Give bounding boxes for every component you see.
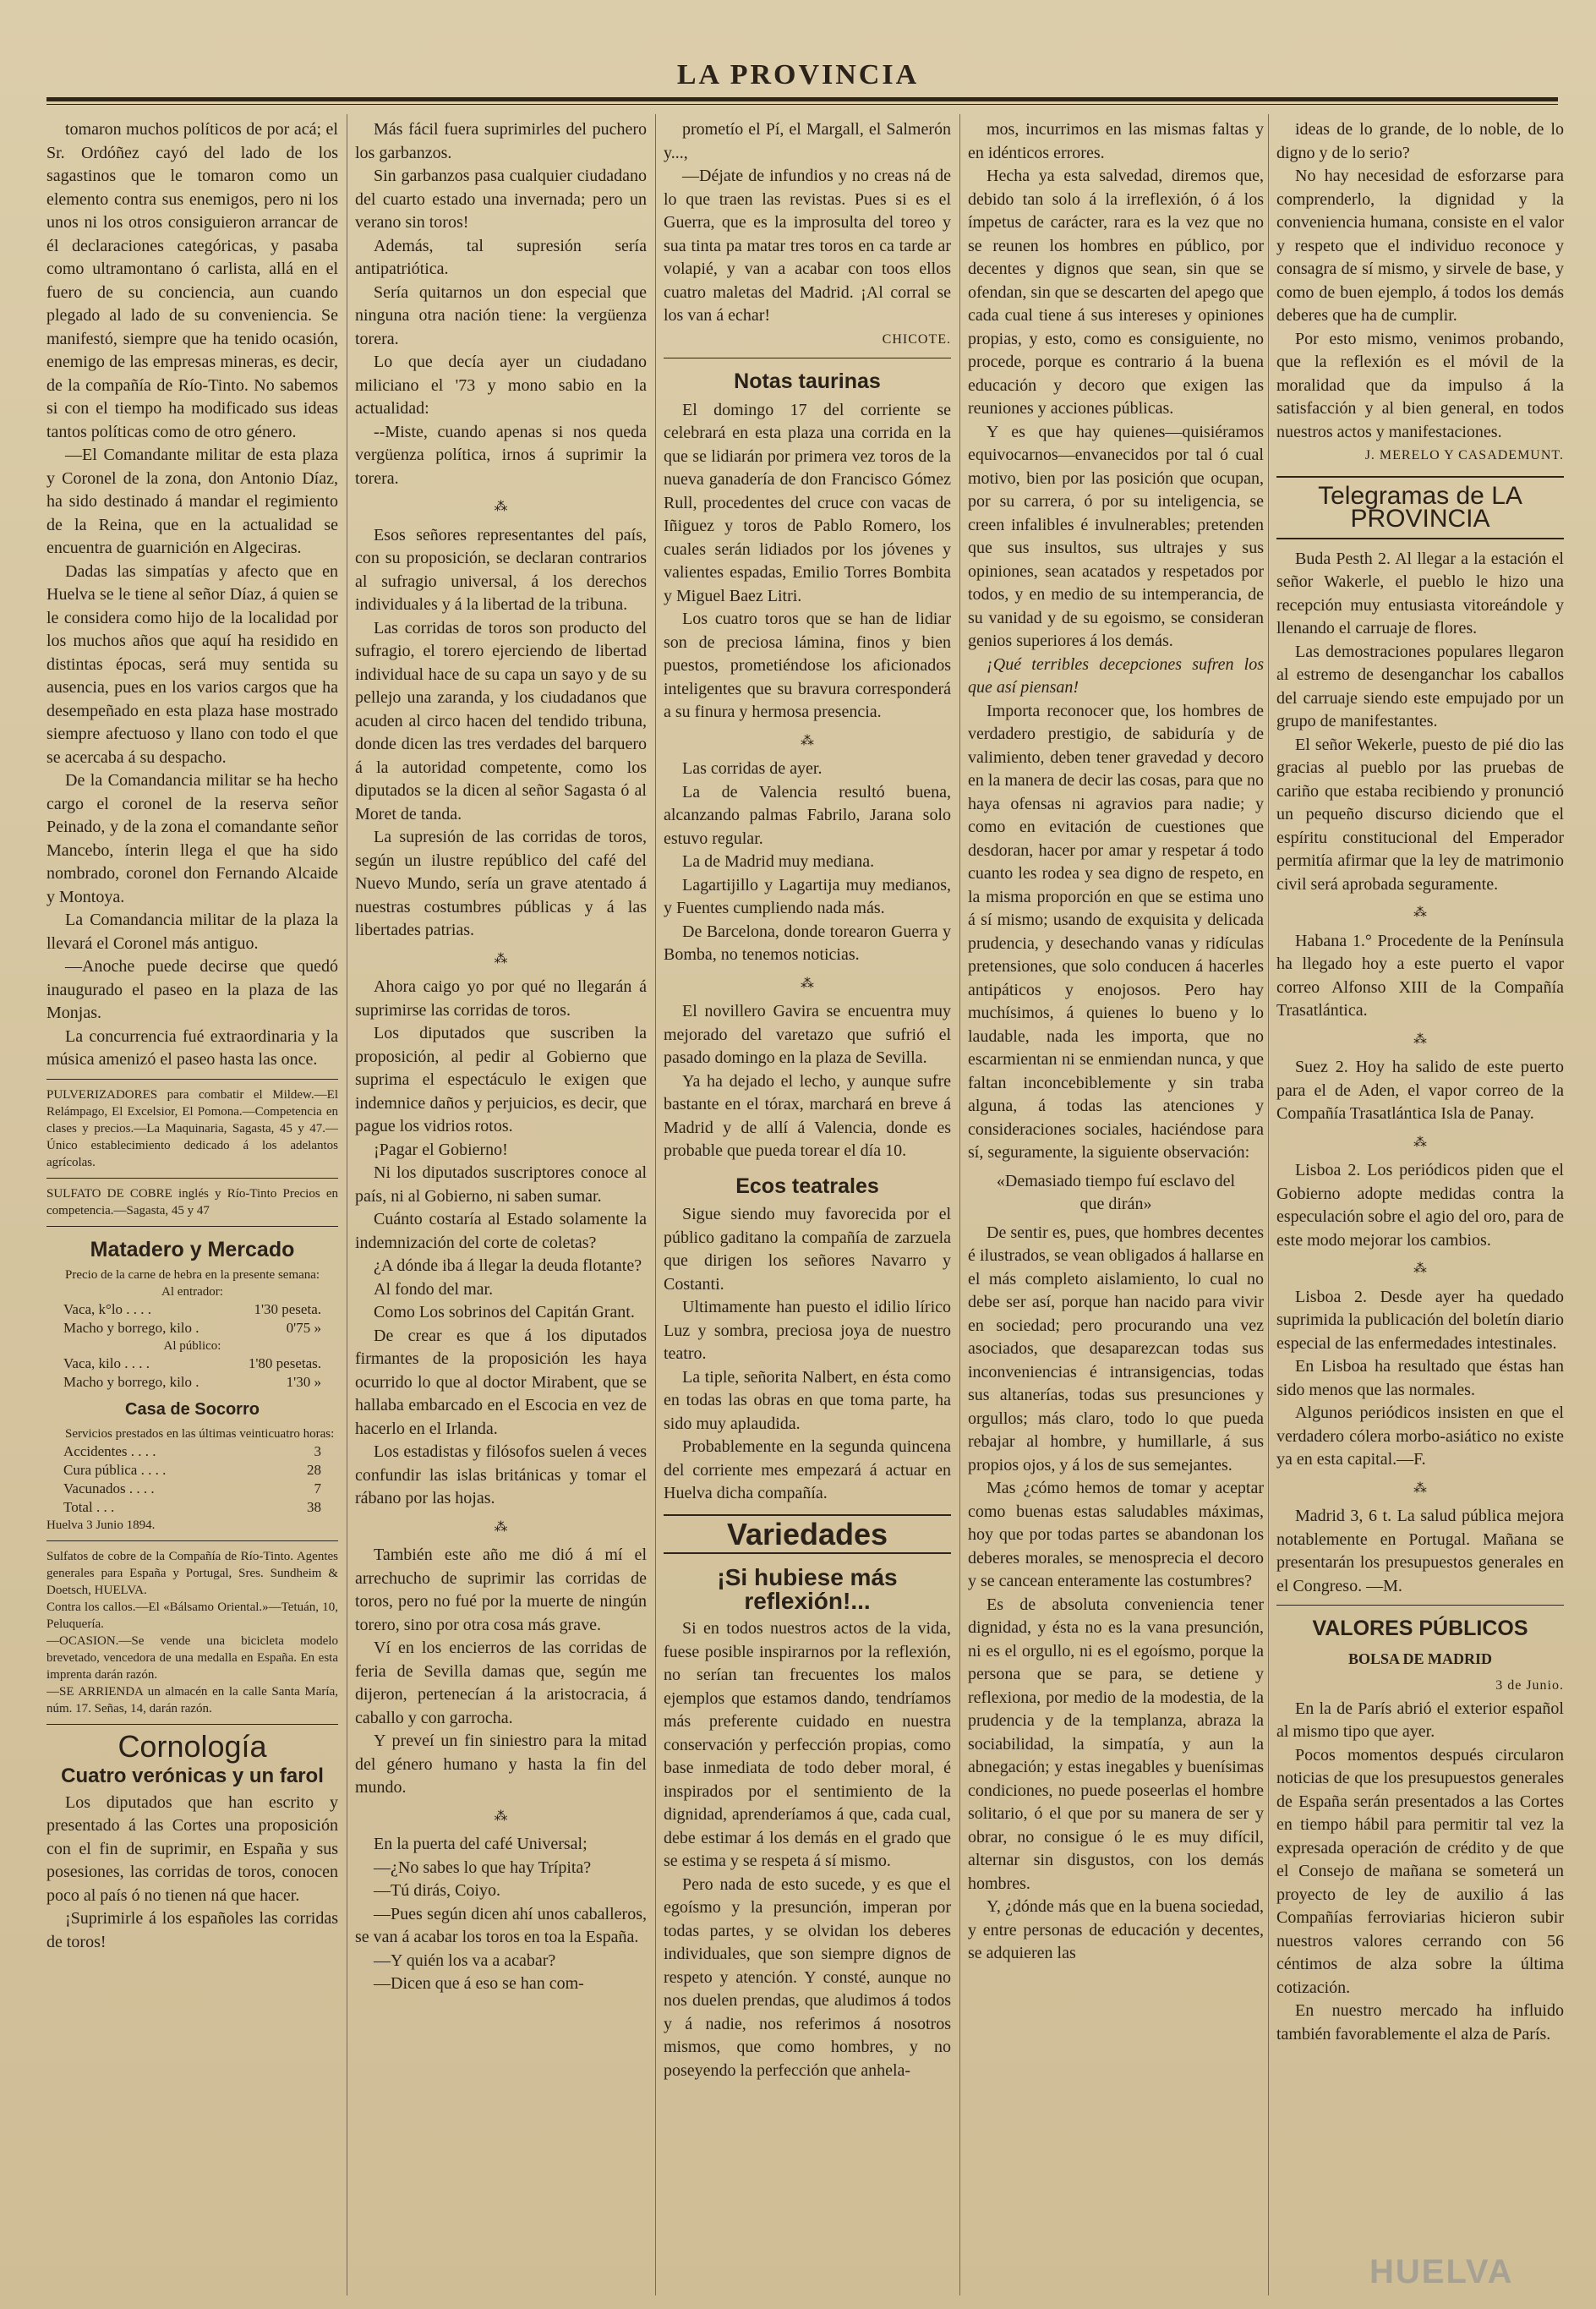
paragraph: Lisboa 2. Desde ayer ha quedado suprimida la publicación del boletín diario especial de las enfermedades intestinales.	[1276, 1287, 1564, 1353]
paragraph: —¿No sabes lo que hay Trípita?	[374, 1858, 592, 1877]
paragraph: Mas ¿cómo hemos de tomar y aceptar como buenas estas saludables máximas, hoy que por todas partes se abandonan los deberes morales, se menosprecia el decoro y se cancean enteramente las costumbres?	[968, 1479, 1264, 1590]
paragraph: Dadas las simpatías y afecto que en Huelva se le tiene al señor Díaz, á quien se le considera como hijo de la localidad por los muchos años que aquí ha residido en distintas épocas, será muy sentida su ausencia, pues en los varios cargos que ha desempeñado en esta plaza hase mostrado siempre afectuoso y llano con todo el que se acercaba á su despacho.	[46, 561, 338, 767]
paragraph: Algunos periódicos insisten en que el verdadero cólera morbo-asiático no existe ya en esta capital.—F.	[1276, 1403, 1564, 1469]
paragraph: —Y quién los va a acabar?	[374, 1951, 556, 1970]
masthead: LA PROVINCIA	[676, 59, 920, 90]
ad-sulfatos-rio-tinto: Sulfatos de cobre de la Compañía de Río-Tinto. Agentes generales para España y Portugal, Sres. Sundheim & Doetsch, HUELVA.	[46, 1549, 338, 1597]
paragraph: El novillero Gavira se encuentra muy mejorado del varetazo que sufrió el pasado domingo en la plaza de Sevilla.	[664, 1002, 951, 1067]
paragraph: Ni los diputados suscriptores conoce al país, ni al Gobierno, ni saben sumar.	[355, 1163, 647, 1206]
paragraph: Esos señores representantes del país, con su proposición, se declaran contrarios al sufragio universal, á los derechos individuales y á la libertad de la tribuna.	[355, 525, 647, 614]
ad-arriendo: —SE ARRIENDA un almacén en la calle Santa María, núm. 17. Señas, 14, darán razón.	[46, 1684, 338, 1715]
paragraph: Sigue siendo muy favorecida por el público gaditano la compañía de zarzuela que dirigen los señores Navarro y Costanti.	[664, 1205, 951, 1294]
column-divider	[959, 114, 960, 2295]
paragraph: Por esto mismo, venimos probando, que la reflexión es el móvil de la moralidad que da impulso á la satisfacción y al bien general, en todos nuestros actos y manifestaciones.	[1276, 329, 1564, 441]
paragraph: Sería quitarnos un don especial que ninguna otra nación tiene: la vergüenza torera.	[355, 282, 647, 348]
cornologia-heading: Cornología	[118, 1728, 267, 1764]
telegramas-heading: Telegramas de LA PROVINCIA	[1276, 476, 1564, 539]
asterism: ⁂	[1413, 1261, 1427, 1276]
paragraph: Habana 1.° Procedente de la Península ha llegado hoy a este puerto el vapor correo Alfonso XIII de la Compañía Trasatlántica.	[1276, 931, 1564, 1020]
separator	[46, 1226, 338, 1227]
paragraph: Sin garbanzos pasa cualquier ciudadano del cuarto estado una invernada; pero un verano sin toros!	[355, 167, 647, 232]
separator	[46, 1724, 338, 1725]
paragraph: ¿A dónde iba á llegar la deuda flotante?	[374, 1256, 642, 1275]
paragraph: Ví en los encierros de las corridas de feria de Sevilla damas que, según me dijeron, pertenecían á la aristocracia, á caballo y con garrocha.	[355, 1639, 647, 1727]
paragraph: Es de absoluta conveniencia tener dignidad, y ésta no es la vana presunción, ni es el orgullo, ni es el egoísmo, porque la persona que se para, se detiene y reflexiona, por medio de la modestia, de la prudencia y de la templanza, abraza la sociabilidad, la simpatía, y aun la abnegación; y estas inegables y buenísimas condiciones, no puede poseerlas el hombre solitario, ó el que por su manera de ser y obrar, no consigue ó le es muy difícil, alternar sin disgustos, con los demás hombres.	[968, 1595, 1264, 1893]
paragraph: La de Valencia resultó buena, alcanzando palmas Fabrilo, Jarana solo estuvo regular.	[664, 782, 951, 848]
socorro-total: Total . . . 38	[63, 1498, 321, 1515]
watermark: HUELVA	[1369, 2253, 1514, 2290]
separator	[46, 1079, 338, 1080]
separator	[1276, 1605, 1564, 1606]
paragraph: —Déjate de infundios y no creas ná de lo que traen las revistas. Pues si es el Guerra, que es la improsulta del toreo y sua tinta pa matar tres toros en ca tarde ar volapié, y van a acabar con toos ellos cuatro maletas del Madrid. ¡Al corral se los van á echar!	[664, 167, 951, 325]
paragraph: prometío el Pí, el Margall, el Salmerón y...,	[664, 120, 951, 162]
paragraph: mos, incurrimos en las mismas faltas y en idénticos errores.	[968, 120, 1264, 162]
paragraph: --Miste, cuando apenas si nos queda vergüenza política, irnos á suprimir la torera.	[355, 422, 647, 488]
paragraph: Ya ha dejado el lecho, y aunque sufre bastante en el tórax, marchará en breve á Madrid y de allí á Valencia, donde es probable que pueda torear el día 10.	[664, 1071, 951, 1160]
paragraph: De sentir es, pues, que hombres decentes é ilustrados, se vean obligados á hallarse en el más completo aislamiento, lo cual no debe ser así, porque han nacido para vivir en sociedad; pero procurando una vez asociados, que desaparezcan todas sus inconveniencias é intransigencias, todas sus altanerías, todas sus presunciones y orgullos; más claro, todo lo que pueda rebajar al hombre, y humillarle, á sus propios ojos, y á los de sus semejantes.	[968, 1223, 1264, 1475]
bolsa-heading: BOLSA DE MADRID	[1347, 1650, 1493, 1667]
price-row: Macho y borrego, kilo . 1'30 »	[63, 1374, 321, 1390]
price-row: Vaca, kilo . . . . 1'80 pesetas.	[63, 1355, 321, 1371]
paragraph: Si en todos nuestros actos de la vida, fuese posible inspirarnos por la reflexión, no serían tan frecuentes los malos ejemplos que estamos dando, tendríamos más preferente cuidado en nuestra conservación y perfección propias, como base inmediata de todo deber moral, é inspirados por el sentimiento de la dignidad, aprenderíamos á que, cada cual, debe estimar á los demás en el grado que se estima y se respeta á sí mismo.	[664, 1619, 951, 1870]
paragraph: —Anoche puede decirse que quedó inaugurado el paseo en la plaza de las Monjas.	[46, 957, 338, 1022]
socorro-row: Accidentes . . . . 3	[63, 1442, 321, 1459]
reflexion-heading: ¡Si hubiese más reflexión!...	[717, 1564, 898, 1614]
separator	[46, 1540, 338, 1541]
signature: CHICOTE.	[882, 331, 951, 347]
socorro-heading: Casa de Socorro	[125, 1400, 260, 1419]
asterism: ⁂	[801, 733, 814, 748]
paragraph: Probablemente en la segunda quincena del corriente mes empezará á actuar en Huelva dicha compañía.	[664, 1437, 951, 1502]
date-line: Huelva 3 Junio 1894.	[46, 1518, 156, 1532]
asterism: ⁂	[1413, 906, 1427, 920]
asterism: ⁂	[494, 1808, 508, 1824]
paragraph: Importa reconocer que, los hombres de verdadero prestigio, de sabiduría y de valimiento, deben tener gravedad y decoro en la manera de decir las cosas, para que no haya ofensas ni agravios para nadie; y como en evitación de cuestiones que desdoran, hacer por amar y respetar á todo cuanto les rodea y sea digno de respeto, en la misma proporción en que se estima uno á sí mismo; usando de exquisita y delicada prudencia, y desechando vanas y ridículas pretensiones, que solo conducen á hacerles antipáticos y enojosos. Pero hay muchísimos, á quienes lo bueno y lo laudable, nada les importa, que no escarmientan ni se enmiendan nunca, y que faltan inconcebiblemente y sin traba alguna, á todas las atenciones y consideraciones sociales, haciéndose para sí, seguramente, la siguiente observación:	[968, 701, 1264, 1162]
asterism: ⁂	[1413, 1031, 1427, 1047]
socorro-row: Vacunados . . . . 7	[63, 1480, 321, 1496]
paragraph: Y preveí un fin siniestro para la mitad del género humano y hasta la fin del mundo.	[355, 1732, 647, 1797]
paragraph: La de Madrid muy mediana.	[682, 852, 875, 871]
paragraph: Ahora caigo yo por qué no llegarán á suprimirse las corridas de toros.	[355, 977, 647, 1020]
column-2	[355, 118, 647, 2291]
socorro-intro: Servicios prestados en las últimas veinticuatro horas:	[65, 1426, 335, 1441]
asterism: ⁂	[494, 951, 508, 966]
paragraph: Las demostraciones populares llegaron al estremo de desenganchar los caballos del carruaje siendo este empujado por un grupo de manifestantes.	[1276, 642, 1564, 730]
matadero-heading: Matadero y Mercado	[90, 1237, 295, 1261]
masthead-rule-thin	[46, 104, 1558, 105]
paragraph: ¡Suprimirle á los españoles las corridas de toros!	[46, 1909, 338, 1951]
bolsa-date: 3 de Junio.	[1495, 1678, 1564, 1693]
asterism: ⁂	[801, 976, 814, 991]
asterism: ⁂	[1413, 1480, 1427, 1496]
paragraph: Los estadistas y filósofos suelen á veces confundir las islas británicas y tomar el rábano por las hojas.	[355, 1442, 647, 1507]
valores-heading: VALORES PÚBLICOS	[1312, 1617, 1528, 1640]
paragraph: De crear es que á los diputados firmantes de la proposición les haya ocurrido lo que al doctor Mirabent, que se hallaba embarcado en el Escocia en vez de hacerlo en el Irlanda.	[355, 1326, 647, 1438]
paragraph: Al fondo del mar.	[374, 1279, 494, 1299]
paragraph: Pero nada de esto sucede, y es que el egoísmo y la presunción, imperan por todas partes, y se olvidan los deberes individuales, que son siempre dignos de respeto y atención. Y consté, aunque no nos duelen prendas, que aludimos á todos y á nadie, nos referimos á nosotros mismos, que como hombres, y no poseyendo la perfección que anhela-	[664, 1874, 951, 2080]
signature: J. MERELO Y CASADEMUNT.	[1364, 448, 1564, 462]
paragraph: En Lisboa ha resultado que éstas han sido menos que las normales.	[1276, 1357, 1564, 1399]
paragraph: Lagartijillo y Lagartija muy medianos, y Fuentes cumpliendo nada más.	[664, 875, 951, 917]
paragraph: Las corridas de toros son producto del sufragio, el torero ejerciendo de libertad individual hace de su capa un sayo y de su pellejo una zaranda, y los ciudadanos que acuden al circo hacen del tendido tribuna, donde dicen las tres verdades del barquero á la autoridad competente, como los diputados se la dicen al señor Sagasta ó al Moret de tanda.	[355, 618, 647, 823]
notas-taurinas-heading: Notas taurinas	[734, 369, 881, 393]
paragraph: Y es que hay quienes—quisiéramos equivocarnos—envanecidos por tal ó cual motivo, bien por las posición que ocupan, por su carrera, ó por su inteligencia, se creen infalibles é invulnerables; pretenden que sus insultos, sus ultrajes y sus opiniones, sean acatados y respetados por todos, y en medio de su intemperancia, de su vanidad y de su egoismo, se consideran genios superiores á los demás.	[968, 422, 1264, 650]
paragraph: En la de París abrió el exterior español al mismo tipo que ayer.	[1276, 1699, 1564, 1741]
matadero-intro: Precio de la carne de hebra en la presente semana:	[65, 1268, 320, 1282]
paragraph: ¡Pagar el Gobierno!	[374, 1140, 508, 1159]
paragraph: Ultimamente han puesto el idilio lírico Luz y sombra, preciosa joya de nuestro teatro.	[664, 1298, 951, 1363]
column-3	[664, 118, 951, 2291]
paragraph: Más fácil fuera suprimirles del puchero los garbanzos.	[355, 120, 647, 162]
paragraph: Y, ¿dónde más que en la buena sociedad, y entre personas de educación y decentes, se adquieren las	[968, 1897, 1264, 1962]
paragraph: ideas de lo grande, de lo noble, de lo digno y de lo serio?	[1276, 120, 1564, 162]
paragraph: Además, tal supresión sería antipatriótica.	[355, 236, 647, 278]
paragraph: Los cuatro toros que se han de lidiar son de preciosa lámina, finos y bien puestos, prometiéndose los aficionados inteligentes que su bravura corresponderá a su finura y hermosa presencia.	[664, 610, 951, 721]
variedades-heading: Variedades	[664, 1514, 951, 1555]
separator	[46, 1178, 338, 1179]
paragraph: Los diputados que han escrito y presentado á las Cortes una proposición con el fin de suprimir, en España y sus posesiones, las corridas de toros, conocen poco al país ó no tienen ná que hacer.	[46, 1792, 338, 1905]
paragraph: Como Los sobrinos del Capitán Grant.	[374, 1303, 635, 1321]
ad-pulverizadores: PULVERIZADORES para combatir el Mildew.—El Relámpago, El Excelsior, El Pomona.—Competencia en clases y precios.—La Maquinaria, Sagasta, 45 y 47.—Único establecimiento dedicado á los adelantos agrícolas.	[46, 1087, 338, 1169]
paragraph: También este año me dió á mí el arrechucho de suprimir las corridas de toros, pero no fué por la muerte de ningún torero, sino por otra cosa más grave.	[355, 1546, 647, 1634]
asterism: ⁂	[1413, 1135, 1427, 1150]
paragraph: Suez 2. Hoy ha salido de este puerto para el de Aden, el vapor correo de la Compañía Trasatlántica Isla de Panay.	[1276, 1058, 1564, 1123]
masthead-rule	[46, 97, 1558, 101]
column-1	[46, 118, 338, 2291]
paragraph: —Dicen que á eso se han com-	[374, 1974, 584, 1993]
paragraph: De Barcelona, donde torearon Guerra y Bomba, no tenemos noticias.	[664, 922, 951, 964]
paragraph: De la Comandancia militar se ha hecho cargo el coronel de la reserva señor Peinado, y de la zona el comandante señor Mancebo, ínterin llega el que ha sido nombrado, coronel don Fernando Alcaide y Montoya.	[46, 771, 338, 906]
paragraph: Lisboa 2. Los periódicos piden que el Gobierno adopte medidas contra la especulación sobre el agio del oro, para de este modo mejorar los cambios.	[1276, 1161, 1564, 1250]
paragraph: ¡Qué terribles decepciones sufren los que así piensan!	[968, 654, 1264, 697]
al-publico-label: Al público:	[163, 1339, 221, 1353]
ecos-teatrales-heading: Ecos teatrales	[735, 1174, 879, 1198]
column-divider	[655, 114, 656, 2295]
paragraph: El domingo 17 del corriente se celebrará en esta plaza una corrida en la que se lidiarán por primera vez toros de la nueva ganadería de don Francisco Gómez Rull, procedentes del cruce con vacas de Iñiguez y toros de Pablo Romero, los cuales serán lidiados por los jóvenes y valientes espadas, Emilio Torres Bombita y Miguel Baez Litri.	[664, 400, 951, 605]
paragraph: —Tú dirás, Coiyo.	[374, 1881, 500, 1900]
price-row: Macho y borrego, kilo . 0'75 »	[63, 1320, 321, 1336]
paragraph: En la puerta del café Universal;	[374, 1835, 588, 1853]
asterism: ⁂	[494, 500, 508, 514]
paragraph: La Comandancia militar de la plaza la llevará el Coronel más antiguo.	[46, 911, 338, 953]
paragraph: En nuestro mercado ha influido también favorablemente el alza de París.	[1276, 2001, 1564, 2044]
paragraph: Cuánto costaría al Estado solamente la indemnización del corte de coletas?	[355, 1210, 647, 1252]
paragraph: No hay necesidad de esforzarse para comprenderlo, la dignidad y la conveniencia humana, consiste en el valor y respeto que el individuo reconoce y consagra de sí mismo, y sirvele de base, y como de buen ejemplo, á todos los demás deberes que ha de cumplir.	[1276, 167, 1564, 325]
ad-sulfato: SULFATO DE COBRE inglés y Río-Tinto Precios en competencia.—Sagasta, 45 y 47	[46, 1186, 338, 1217]
price-row: Vaca, k°lo . . . . 1'30 peseta.	[63, 1301, 321, 1317]
paragraph: La supresión de las corridas de toros, según un ilustre repúblico del café del Nuevo Mundo, sería un grave atentado á nuestras costumbres públicas y á las libertades patrias.	[355, 828, 647, 939]
column-5	[1276, 118, 1564, 2291]
paragraph: La tiple, señorita Nalbert, en ésta como en todas las obras en que toma parte, ha sido muy aplaudida.	[664, 1367, 951, 1433]
paragraph: El señor Wekerle, puesto de pié dio las gracias al pueblo por las pruebas de cariño que estaba recibiendo y pronunció un pequeño discurso diciendo que el espíritu constitucional del Emperador permitía afirmar que la ley de matrimonio civil será aprobada seguramente.	[1276, 735, 1564, 894]
paragraph: tomaron muchos políticos de por acá; el Sr. Ordóñez cayó del lado de los sagastinos que le tomaron como un elemento contra sus enemigos, pero ni los unos ni los otros consiguieron arrancar de él declaraciones categóricas, y pasaba como ultramontano ó carlista, allá en el fuero de su conciencia, aun cuando plegado al lado de su conveniencia. Se manifestó, siempre que ha tenido ocasión, enemigo de las empresas mineras, es decir, de la compañía de Río-Tinto. No sabemos si con el tiempo ha modificado sus ideas tantos políticas como de otro género.	[46, 120, 338, 441]
paragraph: Hecha ya esta salvedad, diremos que, debido tan solo á la irreflexión, ó á los ímpetus de carácter, rara es la vez que no se reunen los hombres en público, por decentes y dignos que sean, sin que se ofendan, sin que se descarten del apego que cada cual tiene á sus intereses y opiniones propias, y esto, como es consiguiente, no procede, porque es contrario á la buena educación y decoro que exigen las reuniones y acciones públicas.	[968, 167, 1264, 418]
paragraph: Las corridas de ayer.	[682, 759, 823, 778]
column-divider	[1268, 114, 1269, 2295]
socorro-row: Cura pública . . . . 28	[63, 1461, 321, 1478]
quote: «Demasiado tiempo fuí esclavo del que dirán»	[996, 1171, 1236, 1213]
column-4	[968, 118, 1264, 2291]
paragraph: Los diputados que suscriben la proposición, al pedir al Gobierno que suprima el espectáculo le exigen que indemnice daños y perjuicios, es decir, que pague los vidrios rotos.	[355, 1024, 647, 1135]
paragraph: La concurrencia fué extraordinaria y la música amenizó el paseo hasta las once.	[46, 1026, 338, 1069]
paragraph: Buda Pesth 2. Al llegar a la estación el señor Wakerle, el pueblo le hizo una recepción muy entusiasta vitoreándole y llenando el carruaje de flores.	[1276, 549, 1564, 637]
asterism: ⁂	[494, 1519, 508, 1535]
al-entrador-label: Al entrador:	[161, 1285, 223, 1299]
paragraph: —Pues según dicen ahí unos caballeros, se van á acabar los toros en toa la España.	[355, 1904, 647, 1946]
ad-ocasion: —OCASION.—Se vende una bicicleta modelo brevetado, vencedora de una medalla en España. En esta imprenta darán razón.	[46, 1633, 338, 1682]
paragraph: Lo que decía ayer un ciudadano miliciano el '73 y mono sabio en la actualidad:	[355, 353, 647, 418]
cornologia-subheading: Cuatro verónicas y un farol	[61, 1765, 324, 1787]
paragraph: Madrid 3, 6 t. La salud pública mejora notablemente en Portugal. Mañana se presentarán los presupuestos generales en el Congreso. —M.	[1276, 1507, 1564, 1595]
paragraph: —El Comandante militar de esta plaza y Coronel de la zona, don Antonio Díaz, ha sido destinado á mandar el regimiento de la Reina, que en la actualidad se encuentra de guarnición en Algeciras.	[46, 446, 338, 557]
ad-callos: Contra los callos.—El «Bálsamo Oriental.»—Tetuán, 10, Peluquería.	[46, 1600, 338, 1631]
paragraph: Pocos momentos después circularon noticias de que los presupuestos generales de España serán presentados a las Cortes en tiempo hábil para permitir tal vez la expresada operación de crédito y de que el Consejo de mañana se someterá un proyecto de ley de auxilio á las Compañías ferroviarias hicieron subir nuestros valores cerrando con 56 céntimos de alza sobre la última cotización.	[1276, 1745, 1564, 1997]
